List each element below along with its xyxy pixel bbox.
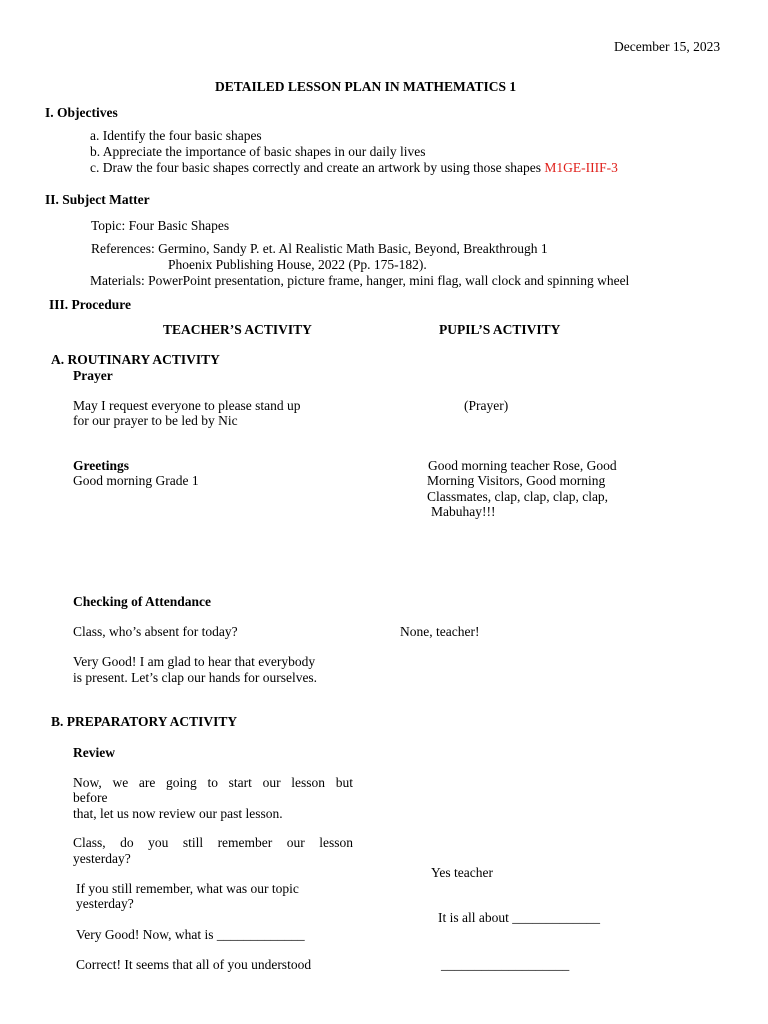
- pupil-line: ___________________: [441, 957, 570, 972]
- routinary-heading: A. ROUTINARY ACTIVITY: [51, 352, 220, 367]
- teacher-line: yesterday?: [76, 896, 134, 911]
- objective-item: b. Appreciate the importance of basic shapes in our daily lives: [90, 144, 426, 159]
- attendance-label: Checking of Attendance: [73, 594, 211, 609]
- teacher-line: Correct! It seems that all of you understood: [76, 957, 312, 972]
- document-title: DETAILED LESSON PLAN IN MATHEMATICS 1: [215, 79, 517, 94]
- subject-matter-heading: II. Subject Matter: [45, 192, 150, 207]
- pupil-line: Yes teacher: [431, 865, 493, 880]
- objective-item: a. Identify the four basic shapes: [90, 128, 262, 143]
- teacher-line: May I request everyone to please stand up: [73, 398, 301, 413]
- pupil-column-header: PUPIL’S ACTIVITY: [439, 322, 561, 337]
- competency-code: M1GE-IIIF-3: [544, 160, 618, 175]
- pupil-line: (Prayer): [464, 398, 509, 413]
- references-line: Phoenix Publishing House, 2022 (Pp. 175-182).: [168, 257, 427, 272]
- pupil-line: None, teacher!: [400, 624, 480, 639]
- teacher-line: Now, we are going to start our lesson but: [73, 775, 353, 790]
- teacher-line: Very Good! I am glad to hear that everybody: [73, 654, 316, 669]
- pupil-line: Morning Visitors, Good morning: [427, 473, 606, 488]
- teacher-column-header: TEACHER’S ACTIVITY: [163, 322, 312, 337]
- teacher-line: is present. Let’s clap our hands for ourselves.: [73, 670, 318, 685]
- teacher-line: for our prayer to be led by Nic: [73, 413, 238, 428]
- materials-line: Materials: PowerPoint presentation, picture frame, hanger, mini flag, wall clock and spinning wheel: [90, 273, 630, 288]
- teacher-line: Very Good! Now, what is _____________: [76, 927, 305, 942]
- pupil-line: Good morning teacher Rose, Good: [428, 458, 617, 473]
- objective-item: [90, 160, 618, 175]
- teacher-line: that, let us now review our past lesson.: [73, 806, 283, 821]
- procedure-heading: III. Procedure: [49, 297, 131, 312]
- teacher-line: Good morning Grade 1: [73, 473, 199, 488]
- teacher-line: yesterday?: [73, 851, 131, 866]
- review-label: Review: [73, 745, 115, 760]
- greetings-label: Greetings: [73, 458, 129, 473]
- teacher-line: Class, who’s absent for today?: [73, 624, 238, 639]
- topic-line: Topic: Four Basic Shapes: [91, 218, 230, 233]
- objective-text: c. Draw the four basic shapes correctly and create an artwork by using those shapes: [90, 160, 541, 175]
- teacher-line: Class, do you still remember our lesson: [73, 835, 353, 850]
- references-line: References: Germino, Sandy P. et. Al Realistic Math Basic, Beyond, Breakthrough 1: [91, 241, 548, 256]
- pupil-line: Mabuhay!!!: [431, 504, 496, 519]
- objectives-heading: I. Objectives: [45, 105, 118, 120]
- pupil-line: It is all about _____________: [438, 910, 600, 925]
- prayer-label: Prayer: [73, 368, 113, 383]
- preparatory-heading: B. PREPARATORY ACTIVITY: [51, 714, 238, 729]
- pupil-line: Classmates, clap, clap, clap, clap,: [427, 489, 609, 504]
- document-date: December 15, 2023: [614, 39, 721, 54]
- teacher-line: If you still remember, what was our topic: [76, 881, 299, 896]
- teacher-line: before: [73, 790, 108, 805]
